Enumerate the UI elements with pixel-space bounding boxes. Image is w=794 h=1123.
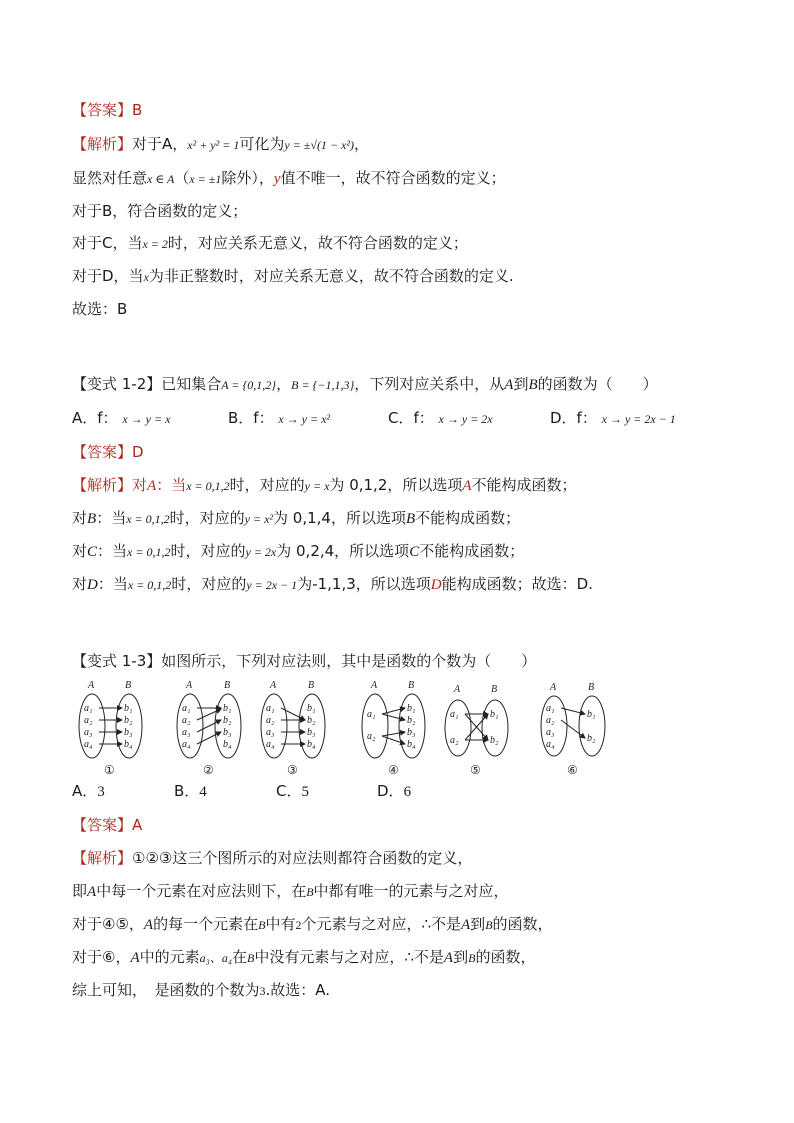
- variable: B: [468, 951, 476, 965]
- explanation-label: 【解析】: [72, 849, 133, 867]
- option-value: 4: [199, 784, 207, 800]
- text: 对: [72, 509, 88, 527]
- element-label: b₁: [124, 703, 133, 714]
- answer-value: A: [132, 816, 143, 834]
- text: 时，对应关系无意义，故不符合函数的定义；: [167, 234, 468, 252]
- options-row: [72, 780, 472, 802]
- text: ，: [276, 375, 292, 393]
- set-b-label: B: [308, 680, 315, 691]
- equation: x: [143, 270, 149, 284]
- equation: y: [273, 171, 281, 187]
- text: 为 0,1,2，所以选项: [329, 476, 463, 494]
- text: 时，对应的: [169, 509, 245, 527]
- option-equation: x → y = x: [122, 412, 171, 426]
- answer-value: D: [132, 443, 144, 461]
- text: 除外），: [221, 169, 274, 187]
- text: ，: [353, 135, 369, 153]
- explanation-label: 【解析】: [72, 476, 133, 494]
- set-a-label: A: [270, 680, 277, 691]
- text: ，下列对应关系中，从: [354, 375, 505, 393]
- variable: B: [306, 885, 314, 899]
- diagram-number: ①: [104, 763, 115, 777]
- element-label: a₁: [546, 703, 555, 714]
- element-label: b₄: [407, 739, 416, 750]
- explanation-line: [72, 474, 577, 496]
- diagram-number: ②: [203, 763, 214, 777]
- variable: D: [87, 577, 98, 593]
- element-label: b₁: [307, 703, 316, 714]
- variable: C: [87, 544, 98, 560]
- text: 即: [72, 882, 88, 900]
- element-label: a₁: [182, 703, 191, 714]
- equation: y = 2x − 1: [246, 578, 298, 592]
- number: 2: [295, 918, 302, 932]
- text: 到: [513, 375, 529, 393]
- equation: x = 0,1,2: [127, 545, 171, 559]
- diagram-number: ④: [388, 763, 399, 777]
- text: 的每一个元素在: [153, 915, 259, 933]
- element-label: b₃: [307, 727, 316, 738]
- set-a-label: A: [371, 680, 378, 691]
- text: ：当: [97, 575, 128, 593]
- question-text: 如图所示，下列对应法则，其中是函数的个数为（ ）: [161, 652, 537, 670]
- text: ①②③这三个图所示的对应法则都符合函数的定义，: [132, 849, 473, 867]
- explanation-label: 【解析】: [72, 135, 133, 153]
- question-label: 【变式 1-3】: [72, 652, 162, 670]
- diagram-number: ⑤: [470, 763, 481, 777]
- text: 中有: [265, 915, 296, 933]
- element-label: a₂: [546, 715, 555, 726]
- element-label: a₂: [450, 735, 459, 746]
- equation: x² + y² = 1: [187, 138, 240, 152]
- element-label: b₃: [124, 727, 133, 738]
- option-value: 5: [301, 784, 309, 800]
- option-a[interactable]: [72, 780, 105, 803]
- text: .故选：A.: [265, 981, 331, 999]
- equation: a₃、a₄: [199, 951, 232, 965]
- element-label: a₂: [84, 715, 93, 726]
- equation: A = {0,1,2}: [221, 378, 277, 392]
- variable: B: [87, 511, 97, 527]
- text: 中每一个元素在对应法则下，在: [96, 882, 307, 900]
- equation: x = ±1: [189, 172, 222, 186]
- variable: B: [485, 918, 493, 932]
- answer-label: 【答案】: [72, 816, 133, 834]
- text: ：当: [96, 509, 127, 527]
- text: 到: [453, 948, 469, 966]
- variable: A: [143, 917, 154, 933]
- answer-label: 【答案】: [72, 443, 133, 461]
- element-label: a₂: [367, 731, 376, 742]
- option-letter: B．f：: [228, 409, 274, 427]
- option-letter: C．: [276, 782, 302, 800]
- option-d[interactable]: [550, 407, 676, 430]
- element-label: b₂: [307, 715, 316, 726]
- element-label: b₁: [223, 703, 232, 714]
- text: 中都有唯一的元素与之对应，: [313, 882, 509, 900]
- text: 综上可知， 是函数的个数为: [72, 981, 260, 999]
- text: 值不唯一，故不符合函数的定义；: [280, 169, 506, 187]
- element-label: a₄: [546, 739, 555, 750]
- element-label: b₁: [407, 703, 416, 714]
- set-b-label: B: [588, 682, 595, 693]
- option-letter: A．f：: [72, 409, 118, 427]
- element-label: a₁: [266, 703, 275, 714]
- variable: A: [462, 478, 472, 494]
- equation: y = ±√(1 − x²): [284, 138, 354, 152]
- set-b-label: B: [408, 680, 415, 691]
- explanation-line: [72, 946, 535, 968]
- element-label: b₄: [124, 739, 133, 750]
- equation: x = 0,1,2: [126, 512, 170, 526]
- explanation-line: [72, 167, 506, 189]
- explanation-line: [72, 232, 468, 254]
- answer-label: 【答案】: [72, 101, 133, 119]
- text: 不能构成函数；: [415, 509, 521, 527]
- explanation-line: [72, 298, 127, 320]
- text: 时，对应的: [170, 542, 246, 560]
- text: 时，对应的: [171, 575, 247, 593]
- option-letter: A．: [72, 782, 98, 800]
- set-b-label: B: [224, 680, 231, 691]
- text: 个元素与之对应，∴不是: [301, 915, 461, 933]
- diagram-4: [362, 694, 425, 758]
- text: 的函数，: [475, 948, 536, 966]
- option-value: 6: [403, 784, 412, 800]
- text: 到: [470, 915, 486, 933]
- explanation-line: [72, 573, 593, 595]
- option-c[interactable]: [388, 407, 493, 430]
- option-letter: D．f：: [550, 409, 597, 427]
- option-equation: x → y = 2x: [438, 412, 493, 426]
- equation: y = 2x: [245, 545, 277, 559]
- option-equation: x → y = x²: [278, 412, 331, 426]
- explanation-line: [72, 880, 509, 902]
- equation: x = 0,1,2: [127, 578, 172, 592]
- mapping-diagrams: [68, 678, 628, 778]
- equation: B = {−1,1,3}: [291, 378, 355, 392]
- text: 中的元素: [139, 948, 200, 966]
- option-equation: x → y = 2x − 1: [601, 412, 676, 426]
- explanation-line: [72, 507, 520, 529]
- number: 3: [259, 984, 266, 998]
- explanation-line: [72, 913, 553, 935]
- variable: B: [405, 511, 416, 527]
- set-a-label: A: [550, 682, 557, 693]
- text: 对于⑥，: [72, 948, 131, 966]
- element-label: a₁: [84, 703, 93, 714]
- option-b[interactable]: [228, 407, 330, 430]
- set-label: A: [504, 377, 514, 393]
- variable: A: [87, 884, 97, 900]
- text: 已知集合: [161, 375, 222, 393]
- element-label: a₄: [182, 739, 191, 750]
- element-label: a₃: [266, 727, 275, 738]
- variable: A: [443, 950, 454, 966]
- option-a[interactable]: [72, 407, 170, 430]
- text: 为 0,2,4，所以选项: [276, 542, 410, 560]
- element-label: b₂: [124, 715, 133, 726]
- element-label: a₁: [450, 709, 459, 720]
- element-label: b₁: [587, 709, 596, 720]
- element-label: b₁: [490, 709, 499, 720]
- question-line: [72, 650, 536, 672]
- equation: x = 0,1,2: [186, 479, 230, 493]
- variable: A: [130, 950, 140, 966]
- answer-line-3: [72, 814, 142, 836]
- element-label: a₂: [182, 715, 191, 726]
- element-label: a₃: [84, 727, 93, 738]
- text: 对: [72, 542, 88, 560]
- element-label: b₃: [223, 727, 232, 738]
- options-row: [72, 407, 732, 429]
- option-letter: D．: [377, 782, 404, 800]
- variable: B: [247, 951, 255, 965]
- text: 不能构成函数；: [471, 476, 577, 494]
- set-label: B: [528, 377, 538, 393]
- set-a-label: A: [186, 680, 193, 691]
- element-label: b₂: [223, 715, 232, 726]
- equation: y = x: [304, 479, 330, 493]
- text: 为-1,1,3，所以选项: [297, 575, 431, 593]
- question-line: [72, 373, 658, 395]
- element-label: b₂: [587, 733, 596, 744]
- answer-line-2: [72, 441, 144, 463]
- element-label: b₄: [223, 739, 232, 750]
- text: 对于B，符合函数的定义；: [72, 202, 248, 220]
- option-d[interactable]: [377, 780, 411, 803]
- text: 中没有元素与之对应，∴不是: [254, 948, 444, 966]
- text: 的函数为（ ）: [537, 375, 658, 393]
- text: 对: [132, 476, 148, 494]
- text: 显然对任意: [72, 169, 148, 187]
- explanation-line: [72, 133, 369, 155]
- element-label: b₂: [407, 715, 416, 726]
- element-label: a₁: [367, 709, 376, 720]
- text: 的函数，: [492, 915, 553, 933]
- explanation-line: [72, 200, 247, 222]
- text: 对于D，当: [72, 267, 144, 285]
- answer-value: B: [132, 101, 143, 119]
- text: 为非正整数时，对应关系无意义，故不符合函数的定义.: [148, 267, 514, 285]
- text: 对于④⑤，: [72, 915, 144, 933]
- option-b[interactable]: [174, 780, 207, 803]
- diagram-number: ③: [287, 763, 298, 777]
- text: 可化为: [239, 135, 285, 153]
- text: 故选：B: [72, 300, 128, 318]
- element-label: a₄: [84, 739, 93, 750]
- element-label: a₂: [266, 715, 275, 726]
- diagram-number: ⑥: [567, 763, 578, 777]
- option-letter: B．: [174, 782, 200, 800]
- element-label: b₄: [307, 739, 316, 750]
- text: ：当: [97, 542, 128, 560]
- explanation-line: [72, 265, 514, 287]
- answer-line-1: [72, 99, 142, 121]
- equation: x = 2: [142, 237, 168, 251]
- set-b-label: B: [491, 684, 498, 695]
- variable: C: [409, 544, 420, 560]
- equation: x ∈ A: [147, 172, 175, 186]
- element-label: a₃: [182, 727, 191, 738]
- explanation-line: [72, 540, 524, 562]
- text: 对于A，: [132, 135, 188, 153]
- text: 在: [232, 948, 248, 966]
- text: 时，对应的: [229, 476, 305, 494]
- text: 为 0,1,4，所以选项: [273, 509, 406, 527]
- option-value: 3: [97, 784, 105, 800]
- variable: A: [147, 478, 157, 494]
- variable: B: [258, 918, 266, 932]
- text: ：当: [156, 476, 187, 494]
- question-label: 【变式 1-2】: [72, 375, 162, 393]
- option-c[interactable]: [276, 780, 309, 803]
- set-b-label: B: [125, 680, 132, 691]
- element-label: b₂: [490, 735, 499, 746]
- variable: A: [461, 917, 471, 933]
- text: 对于C，当: [72, 234, 143, 252]
- set-a-label: A: [88, 680, 95, 691]
- explanation-line: [72, 979, 330, 1001]
- option-letter: C．f：: [388, 409, 434, 427]
- text: 不能构成函数；: [419, 542, 525, 560]
- text: 能构成函数；故选：D.: [441, 575, 593, 593]
- set-a-label: A: [454, 684, 461, 695]
- element-label: a₃: [546, 727, 555, 738]
- text: 对: [72, 575, 88, 593]
- equation: y = x²: [244, 512, 274, 526]
- element-label: b₃: [407, 727, 416, 738]
- explanation-line: [72, 847, 472, 869]
- element-label: a₄: [266, 739, 275, 750]
- variable: D: [430, 577, 442, 593]
- text: （: [174, 169, 190, 187]
